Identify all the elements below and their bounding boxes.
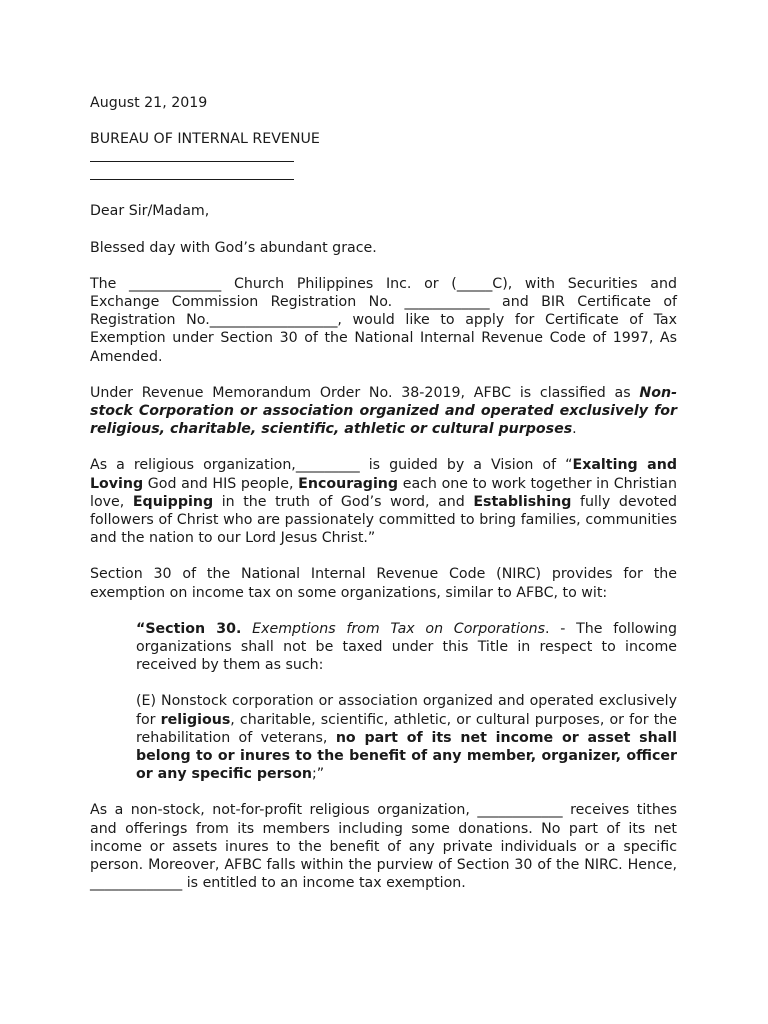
greeting: Blessed day with God’s abundant grace. — [90, 239, 377, 256]
quote-section-30: “Section 30. Exemptions from Tax on Corporations. - The following organizations shall not be taxed under this Title in respect to income received by them as such: — [136, 620, 678, 674]
letter-page — [90, 94, 677, 893]
quote-section-30-e: (E) Nonstock corporation or association organized and operated exclusively for religious, charitable, scientific, athletic, or cultural purposes, or for the rehabilitation of veterans, no part of its net income or asset shall belong to or inures to the benefit of any member, organizer, officer or any specific person;” — [136, 693, 677, 783]
paragraph-conclusion: As a non-stock, not-for-profit religious organization, ____________ receives tithes and offerings from its members including some donations. No part of its net income or assets inures to the benefit of any private individuals or a specific person. Moreover, AFBC falls within the purview of Section 30 of the NIRC. Hence, _____________ is entitled to an income tax exemption. — [90, 802, 677, 892]
recipient-name: BUREAU OF INTERNAL REVENUE — [90, 131, 320, 148]
paragraph-vision: As a religious organization,_________ is guided by a Vision of “Exalting and Loving God and HIS people, Encouraging each one to work together in Christian love, Equipping in the truth of God’s word, and Establishing fully devoted followers of Christ who are passionately committed to bring families, communities and the nation to our Lord Jesus Christ.” — [90, 457, 678, 547]
letter-date: August 21, 2019 — [90, 95, 208, 111]
salutation: Dear Sir/Madam, — [90, 203, 210, 220]
paragraph-classification: Under Revenue Memorandum Order No. 38-2019, AFBC is classified as Non-stock Corporation or association organized and operated exclusively for religious, charitable, scientific, athletic or cultural purposes. — [90, 384, 677, 438]
paragraph-nirc: Section 30 of the National Internal Revenue Code (NIRC) provides for the exemption on income tax on some organizations, similar to AFBC, to wit: — [90, 566, 677, 601]
spacer — [90, 112, 677, 130]
paragraph-application: The _____________ Church Philippines Inc. or (_____C), with Securities and Exchange Commission Registration No. ____________ and BIR Certificate of Registration No.__________________, would like to apply for Certificate of Tax Exemption under Section 30 of the National Internal Revenue Code of 1997, As Amended. — [90, 275, 677, 365]
